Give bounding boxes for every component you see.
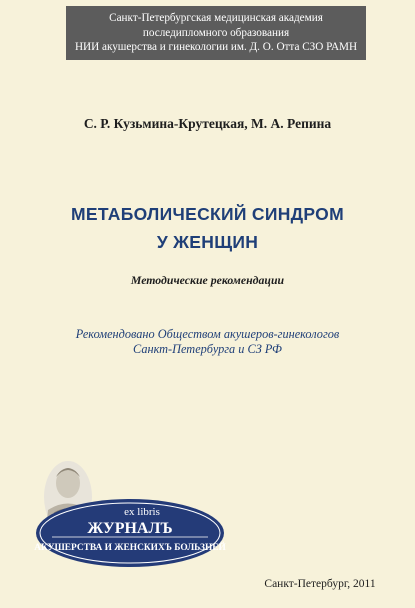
- logo-journal-word: ЖУРНАЛЪ: [87, 520, 173, 537]
- logo-ex-libris: ex libris: [124, 506, 160, 518]
- book-title: [0, 200, 415, 256]
- book-subtitle: Методические рекомендации: [130, 273, 285, 287]
- recommendation-line-1: Рекомендовано Обществом акушеров-гинекологов: [75, 327, 340, 341]
- journal-logo: [30, 455, 230, 580]
- title-line-2: У ЖЕНЩИН: [156, 232, 259, 252]
- recommendation-note: [0, 327, 415, 356]
- title-line-1: МЕТАБОЛИЧЕСКИЙ СИНДРОМ: [71, 204, 344, 224]
- recommendation-line-2: Санкт-Петербурга и СЗ РФ: [133, 341, 282, 356]
- institution-header: [66, 6, 366, 60]
- logo-journal-subtitle: АКУШЕРСТВА И ЖЕНСКИХЪ БОЛЬЗНЕЙ: [34, 543, 226, 553]
- institution-line-2: последипломного образования: [142, 26, 290, 39]
- institution-line-3: НИИ акушерства и гинекологии им. Д. О. Отта СЗО РАМН: [74, 41, 358, 54]
- publication-place-year: Санкт-Петербург, 2011: [264, 578, 376, 590]
- institution-line-1: Санкт-Петербургская медицинская академия: [109, 12, 323, 25]
- authors: С. Р. Кузьмина-Крутецкая, М. А. Репина: [83, 116, 332, 131]
